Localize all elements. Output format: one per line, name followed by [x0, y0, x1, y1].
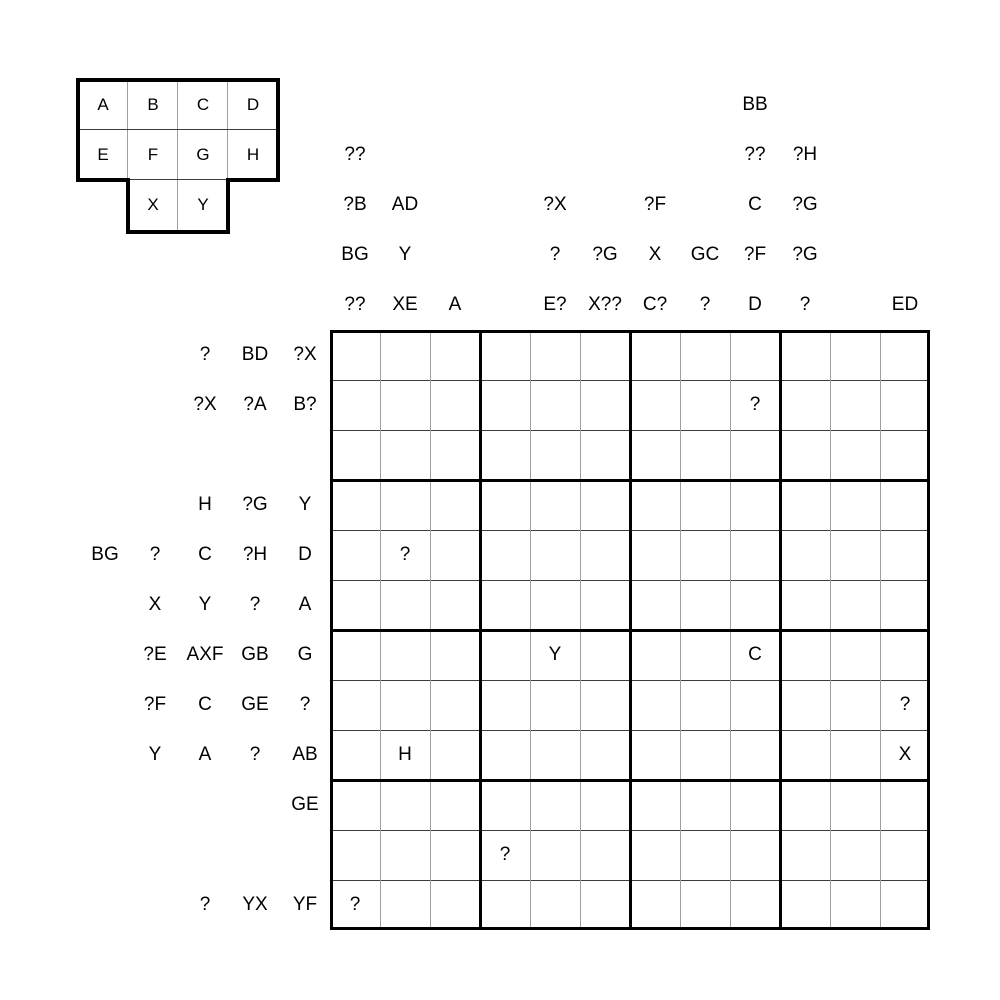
grid-cell[interactable] — [880, 580, 930, 630]
legend-cell: D — [246, 95, 260, 114]
legend-line — [127, 80, 128, 180]
grid-cell[interactable] — [830, 430, 880, 480]
row-clue: C — [198, 694, 212, 715]
grid-cell[interactable] — [530, 780, 580, 830]
grid-cell[interactable] — [430, 780, 480, 830]
grid-cell[interactable] — [530, 880, 580, 930]
column-clue: ? — [699, 294, 711, 315]
legend-cell: Y — [197, 195, 209, 214]
grid-cell[interactable] — [530, 330, 580, 380]
grid-cell[interactable] — [680, 880, 730, 930]
column-clue: ?? — [344, 144, 366, 165]
grid-cell[interactable] — [780, 480, 830, 530]
column-clue: ?? — [344, 294, 366, 315]
grid-cell[interactable] — [530, 430, 580, 480]
grid-cell[interactable] — [830, 730, 880, 780]
grid-cell[interactable] — [680, 430, 730, 480]
grid-cell[interactable] — [380, 380, 430, 430]
row-clue: Y — [298, 494, 312, 515]
grid-cell[interactable] — [330, 830, 380, 880]
grid-cell[interactable] — [380, 630, 430, 680]
legend-border — [226, 178, 230, 234]
grid-cell[interactable] — [880, 780, 930, 830]
grid-cell[interactable] — [780, 330, 830, 380]
grid-cell-given[interactable]: ? — [349, 894, 361, 915]
grid-cell[interactable] — [880, 480, 930, 530]
grid-cell[interactable] — [580, 480, 630, 530]
legend-border — [76, 78, 80, 182]
grid-cell[interactable] — [430, 430, 480, 480]
column-clue: ?G — [792, 194, 818, 215]
column-clue: XE — [392, 294, 418, 315]
row-clue: GE — [291, 794, 319, 815]
row-clue: ?F — [143, 694, 167, 715]
row-clue: ?X — [193, 394, 217, 415]
column-clue: ? — [549, 244, 561, 265]
grid-cell[interactable] — [480, 780, 530, 830]
puzzle-grid — [330, 330, 930, 930]
grid-cell[interactable] — [430, 680, 480, 730]
grid-cell[interactable] — [780, 830, 830, 880]
grid-cell[interactable] — [880, 430, 930, 480]
row-clue: ?X — [293, 344, 317, 365]
legend-cell: X — [147, 195, 159, 214]
legend-border — [76, 178, 130, 182]
column-clue: E? — [543, 294, 567, 315]
column-clue: C? — [642, 294, 668, 315]
grid-cell-given[interactable]: C — [748, 644, 762, 665]
grid-cell[interactable] — [730, 480, 780, 530]
grid-cell[interactable] — [330, 430, 380, 480]
grid-cell[interactable] — [630, 730, 680, 780]
legend-line — [128, 179, 228, 180]
grid-cell[interactable] — [580, 430, 630, 480]
grid-cell[interactable] — [630, 780, 680, 830]
grid-cell[interactable] — [630, 480, 680, 530]
row-clue: ? — [199, 894, 211, 915]
column-clue: ED — [891, 294, 919, 315]
grid-cell[interactable] — [380, 830, 430, 880]
legend-border — [126, 178, 130, 234]
grid-cell[interactable] — [380, 330, 430, 380]
grid-cell[interactable] — [680, 730, 730, 780]
row-clue: YX — [242, 894, 268, 915]
row-clue: H — [198, 494, 212, 515]
row-clue: ?E — [143, 644, 167, 665]
grid-cell[interactable] — [330, 330, 380, 380]
grid-cell-given[interactable]: H — [398, 744, 412, 765]
column-clue: ?F — [643, 194, 667, 215]
grid-cell[interactable] — [430, 330, 480, 380]
grid-cell[interactable] — [480, 330, 530, 380]
grid-cell-given[interactable]: ? — [499, 844, 511, 865]
grid-cell[interactable] — [430, 880, 480, 930]
column-clue: ?G — [592, 244, 618, 265]
row-clue: ? — [149, 544, 161, 565]
column-clue: ?F — [743, 244, 767, 265]
grid-cell[interactable] — [480, 580, 530, 630]
grid-cell-given[interactable]: X — [898, 744, 912, 765]
grid-cell[interactable] — [580, 880, 630, 930]
row-clue: B? — [293, 394, 317, 415]
row-clue: AB — [292, 744, 318, 765]
grid-cell[interactable] — [680, 630, 730, 680]
column-clue: ?? — [744, 144, 766, 165]
row-clue: ? — [199, 344, 211, 365]
grid-cell[interactable] — [580, 830, 630, 880]
grid-cell[interactable] — [630, 630, 680, 680]
grid-cell[interactable] — [830, 380, 880, 430]
grid-cell[interactable] — [380, 780, 430, 830]
grid-cell[interactable] — [730, 680, 780, 730]
grid-cell[interactable] — [580, 530, 630, 580]
grid-cell[interactable] — [780, 730, 830, 780]
row-clue: A — [198, 744, 212, 765]
grid-cell[interactable] — [430, 530, 480, 580]
grid-cell[interactable] — [680, 680, 730, 730]
grid-cell[interactable] — [430, 380, 480, 430]
legend-border — [76, 78, 280, 82]
grid-cell[interactable] — [330, 780, 380, 830]
grid-cell[interactable] — [580, 380, 630, 430]
row-clue: BD — [241, 344, 269, 365]
grid-cell[interactable] — [480, 680, 530, 730]
grid-cell[interactable] — [330, 530, 380, 580]
legend-cell: G — [196, 145, 210, 164]
legend-cell: F — [147, 145, 159, 164]
row-clue: AXF — [186, 644, 224, 665]
legend-cell: B — [147, 95, 159, 114]
grid-cell[interactable] — [730, 580, 780, 630]
row-clue: C — [198, 544, 212, 565]
grid-cell[interactable] — [480, 530, 530, 580]
grid-cell[interactable] — [780, 680, 830, 730]
grid-cell-given[interactable]: ? — [399, 544, 411, 565]
row-clue: ? — [249, 594, 261, 615]
grid-cell[interactable] — [330, 380, 380, 430]
grid-cell[interactable] — [630, 880, 680, 930]
grid-cell[interactable] — [680, 580, 730, 630]
legend-cell: C — [196, 95, 210, 114]
grid-cell[interactable] — [480, 430, 530, 480]
column-clue: ?H — [792, 144, 818, 165]
grid-cell[interactable] — [430, 730, 480, 780]
grid-cell[interactable] — [880, 630, 930, 680]
grid-cell[interactable] — [430, 580, 480, 630]
grid-cell[interactable] — [880, 330, 930, 380]
column-clue: ?B — [343, 194, 367, 215]
row-clue: GE — [241, 694, 269, 715]
grid-cell[interactable] — [780, 530, 830, 580]
grid-cell[interactable] — [880, 380, 930, 430]
grid-cell[interactable] — [630, 580, 680, 630]
grid-cell[interactable] — [480, 630, 530, 680]
grid-cell[interactable] — [680, 330, 730, 380]
column-clue: AD — [391, 194, 419, 215]
grid-cell[interactable] — [580, 730, 630, 780]
grid-cell[interactable] — [330, 680, 380, 730]
row-clue: ?H — [242, 544, 268, 565]
legend-line — [227, 80, 228, 180]
grid-cell[interactable] — [580, 630, 630, 680]
legend-cell: H — [246, 145, 260, 164]
grid-cell[interactable] — [380, 880, 430, 930]
grid-cell[interactable] — [780, 880, 830, 930]
grid-cell[interactable] — [880, 530, 930, 580]
column-clue: BB — [742, 94, 768, 115]
row-clue: D — [298, 544, 312, 565]
grid-cell[interactable] — [680, 780, 730, 830]
grid-cell[interactable] — [730, 730, 780, 780]
column-clue: ?G — [792, 244, 818, 265]
grid-cell[interactable] — [480, 730, 530, 780]
grid-cell[interactable] — [480, 380, 530, 430]
grid-cell[interactable] — [830, 530, 880, 580]
grid-cell[interactable] — [630, 680, 680, 730]
grid-cell[interactable] — [830, 680, 880, 730]
grid-cell[interactable] — [530, 830, 580, 880]
row-clue: ? — [299, 694, 311, 715]
column-clue: GC — [690, 244, 720, 265]
grid-cell[interactable] — [830, 830, 880, 880]
grid-cell[interactable] — [580, 780, 630, 830]
grid-cell[interactable] — [530, 680, 580, 730]
legend — [78, 80, 278, 230]
legend-line — [177, 180, 178, 230]
grid-cell[interactable] — [730, 530, 780, 580]
column-clue: D — [748, 294, 762, 315]
grid-cell[interactable] — [430, 480, 480, 530]
legend-line — [177, 80, 178, 180]
grid-cell[interactable] — [530, 530, 580, 580]
grid-cell[interactable] — [580, 580, 630, 630]
grid-cell[interactable] — [680, 530, 730, 580]
grid-cell[interactable] — [330, 630, 380, 680]
row-clue: BG — [91, 544, 119, 565]
grid-cell-given[interactable]: ? — [899, 694, 911, 715]
legend-border — [226, 178, 280, 182]
grid-cell[interactable] — [630, 380, 680, 430]
grid-cell[interactable] — [430, 830, 480, 880]
legend-border — [126, 230, 230, 234]
grid-cell-given[interactable]: ? — [749, 394, 761, 415]
grid-cell[interactable] — [480, 480, 530, 530]
grid-cell[interactable] — [830, 330, 880, 380]
grid-cell[interactable] — [380, 430, 430, 480]
grid-cell[interactable] — [730, 880, 780, 930]
column-clue: ? — [799, 294, 811, 315]
grid-cell[interactable] — [330, 580, 380, 630]
grid-cell[interactable] — [380, 680, 430, 730]
grid-cell[interactable] — [780, 780, 830, 830]
row-clue: Y — [148, 744, 162, 765]
grid-cell[interactable] — [580, 680, 630, 730]
row-clue: GB — [241, 644, 269, 665]
legend-cell: A — [97, 95, 109, 114]
grid-cell[interactable] — [680, 480, 730, 530]
row-clue: ?A — [243, 394, 267, 415]
grid-cell[interactable] — [780, 580, 830, 630]
column-clue: X?? — [588, 294, 622, 315]
grid-cell[interactable] — [730, 830, 780, 880]
grid-cell[interactable] — [630, 330, 680, 380]
legend-border — [276, 78, 280, 182]
column-clue: Y — [398, 244, 412, 265]
row-clue: Y — [198, 594, 212, 615]
grid-cell[interactable] — [830, 630, 880, 680]
grid-cell[interactable] — [880, 830, 930, 880]
row-clue: X — [148, 594, 162, 615]
grid-cell[interactable] — [630, 830, 680, 880]
grid-cell-given[interactable]: Y — [548, 644, 562, 665]
grid-cell[interactable] — [830, 880, 880, 930]
row-clue: ?G — [242, 494, 268, 515]
grid-cell[interactable] — [330, 480, 380, 530]
grid-cell[interactable] — [580, 330, 630, 380]
grid-cell[interactable] — [730, 780, 780, 830]
grid-cell[interactable] — [780, 430, 830, 480]
grid-cell[interactable] — [380, 480, 430, 530]
grid-cell[interactable] — [880, 880, 930, 930]
legend-cell: E — [97, 145, 109, 164]
grid-cell[interactable] — [480, 880, 530, 930]
grid-cell[interactable] — [830, 580, 880, 630]
column-clue: C — [748, 194, 762, 215]
column-clue: A — [448, 294, 462, 315]
row-clue: YF — [292, 894, 318, 915]
column-clue: BG — [341, 244, 369, 265]
grid-cell[interactable] — [780, 630, 830, 680]
grid-cell[interactable] — [530, 480, 580, 530]
grid-cell[interactable] — [730, 330, 780, 380]
grid-cell[interactable] — [380, 580, 430, 630]
grid-cell[interactable] — [530, 380, 580, 430]
grid-cell[interactable] — [530, 580, 580, 630]
grid-cell[interactable] — [680, 830, 730, 880]
column-clue: X — [648, 244, 662, 265]
grid-cell[interactable] — [330, 730, 380, 780]
grid-cell[interactable] — [830, 480, 880, 530]
column-clue: ?X — [543, 194, 567, 215]
row-clue: ? — [249, 744, 261, 765]
grid-cell[interactable] — [530, 730, 580, 780]
grid-cell[interactable] — [680, 380, 730, 430]
grid-cell[interactable] — [780, 380, 830, 430]
row-clue: A — [298, 594, 312, 615]
row-clue: G — [297, 644, 313, 665]
grid-cell[interactable] — [430, 630, 480, 680]
legend-line — [78, 129, 278, 130]
grid-cell[interactable] — [830, 780, 880, 830]
grid-cell[interactable] — [630, 530, 680, 580]
grid-cell[interactable] — [730, 430, 780, 480]
grid-cell[interactable] — [630, 430, 680, 480]
